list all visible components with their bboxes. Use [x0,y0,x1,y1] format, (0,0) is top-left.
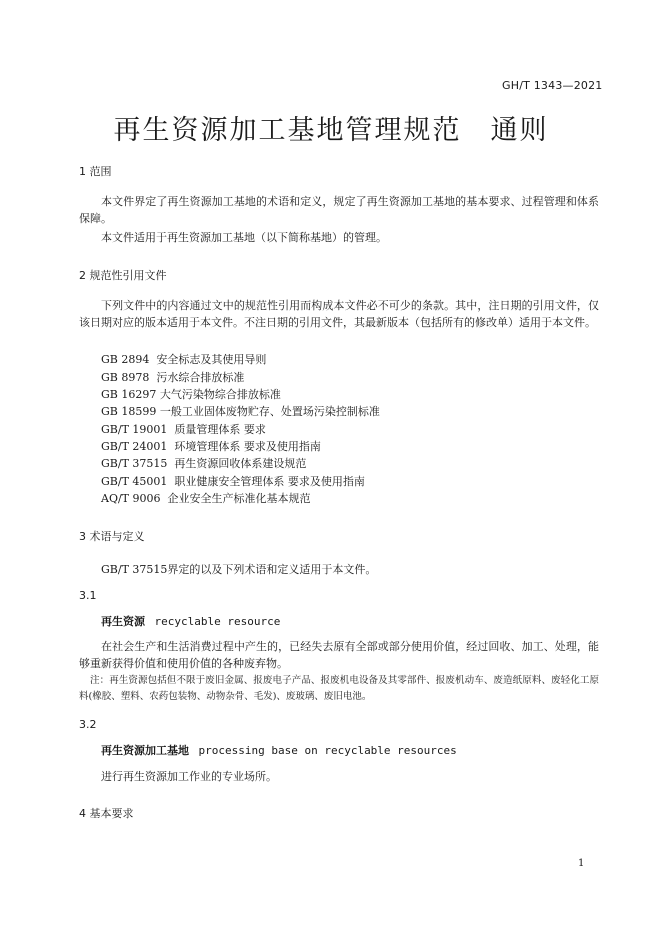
term-3-2-en: processing base on recyclable resources [198,744,457,757]
term-3-1-number: 3.1 [79,589,97,602]
section-2-heading: 2 规范性引用文件 [79,269,167,282]
section-2-intro: 下列文件中的内容通过文中的规范性引用而构成本文件必不可少的条款。其中，注日期的引用文件，仅该日期对应的版本适用于本文件。不注日期的引用文件，其最新版本（包括所有的修改单）适用于本文件。 [79,299,599,329]
section-3-heading: 3 术语与定义 [79,530,145,543]
section-4-heading: 4 基本要求 [79,807,134,820]
term-3-1-zh: 再生资源 [101,615,145,628]
page-number: 1 [578,858,585,869]
term-3-2-definition: 进行再生资源加工作业的专业场所。 [101,770,277,783]
term-3-2-number: 3.2 [79,718,97,731]
term-3-2-zh: 再生资源加工基地 [101,744,189,757]
document-title: 再生资源加工基地管理规范 通则 [113,115,549,146]
reference-item: GB/T 37515 再生资源回收体系建设规范 [101,457,307,470]
term-3-1-note: 注：再生资源包括但不限于废旧金属、报废电子产品、报废机电设备及其零部件、报废机动车、废造纸原料、废轻化工原料(橡胶、塑料、农药包装物、动物杂骨、毛发)、废玻璃、废旧电池。 [79,675,599,702]
term-3-1-heading [101,613,280,629]
section-1-paragraph-2: 本文件适用于再生资源加工基地（以下简称基地）的管理。 [101,231,387,244]
section-1-heading: 1 范围 [79,165,112,178]
reference-item: GB 2894 安全标志及其使用导则 [101,353,267,366]
term-3-1-definition: 在社会生产和生活消费过程中产生的，已经失去原有全部或部分使用价值，经过回收、加工、处理，能够重新获得价值和使用价值的各种废弃物。 [79,640,599,670]
standard-code: GH/T 1343—2021 [502,79,603,92]
section-3-intro: GB/T 37515界定的以及下列术语和定义适用于本文件。 [101,563,377,576]
reference-item: AQ/T 9006 企业安全生产标准化基本规范 [101,492,311,505]
term-3-2-heading [101,742,457,758]
reference-item: GB 18599 一般工业固体废物贮存、处置场污染控制标准 [101,405,380,418]
section-1-paragraph-1: 本文件界定了再生资源加工基地的术语和定义，规定了再生资源加工基地的基本要求、过程管理和体系保障。 [79,195,599,225]
reference-item: GB/T 45001 职业健康安全管理体系 要求及使用指南 [101,475,365,488]
reference-item: GB 8978 污水综合排放标准 [101,371,245,384]
reference-item: GB 16297 大气污染物综合排放标准 [101,388,281,401]
reference-item: GB/T 24001 环境管理体系 要求及使用指南 [101,440,321,453]
reference-item: GB/T 19001 质量管理体系 要求 [101,423,266,436]
term-3-1-en: recyclable resource [154,615,281,628]
